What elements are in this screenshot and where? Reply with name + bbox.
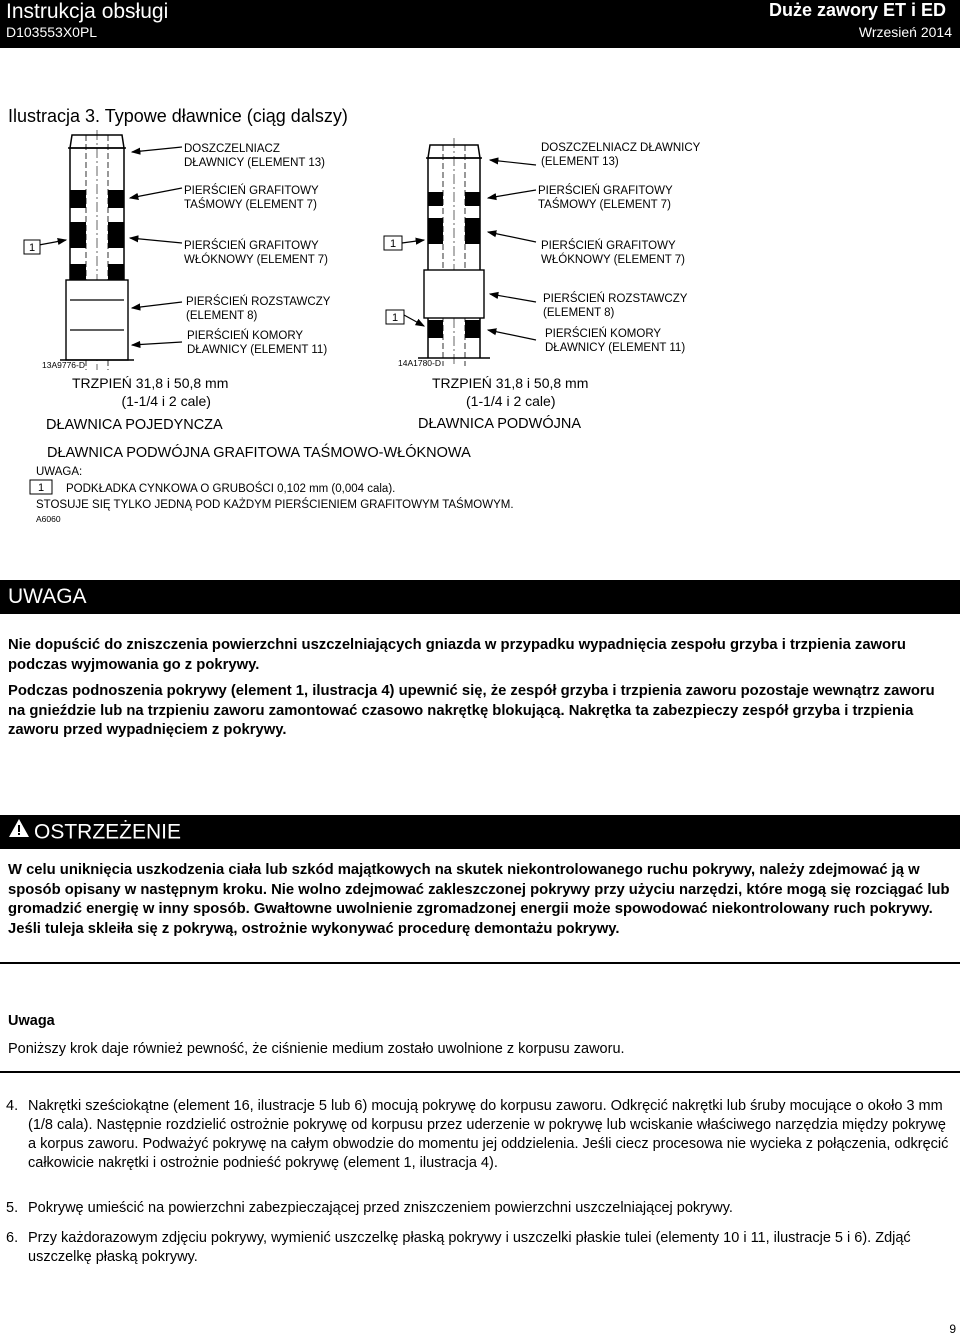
- right-caption: DŁAWNICA PODWÓJNA: [418, 416, 582, 432]
- document-code: D103553X0PL: [6, 24, 98, 40]
- note-line2: STOSUJE SIĘ TYLKO JEDNĄ POD KAŻDYM PIERŚCIENIEM GRAFITOWYM TAŚMOWYM.: [36, 499, 514, 511]
- left-stem-line1: TRZPIEŃ 31,8 i 50,8 mm: [72, 375, 229, 391]
- left-label-adapter: [184, 142, 325, 170]
- left-drawing-ref: 13A9776-D: [42, 360, 86, 370]
- right-drawing-ref: 14A1780-D: [398, 358, 442, 368]
- note-marker-text: 1: [37, 482, 45, 494]
- right-label-filament: [541, 239, 685, 267]
- double-packing-drawing: [402, 138, 536, 366]
- warning-title: OSTRZEŻENIE: [34, 820, 182, 844]
- page-number: 9: [949, 1322, 956, 1335]
- step-4: [6, 1097, 956, 1173]
- right-label-ribbon-line1: PIERŚCIEŃ GRAFITOWY: [538, 185, 673, 197]
- note-line1: PODKŁADKA CYNKOWA O GRUBOŚCI 0,102 mm (0,004 cala).: [66, 483, 396, 495]
- page-header: [0, 0, 960, 48]
- step-number: 4.: [6, 1098, 19, 1114]
- warning-paragraph: W celu uniknięcia uszkodzenia ciała lub szkód majątkowych na skutek niekontrolowanego ruchu pokrywy, należy zdejmować ją w sposób opisany w następnym kroku. Nie wolno zdejmować zakleszczonej pokrywy przy użyciu narzędzi, które mogą się rozciągać lub gromadzić energię w inny sposób. Gwałtowne uwolnienie zgromadzonej energii może spowodować niekontrolowany ruch pokrywy. Jeśli tuleja skleiła się z pokrywą, ostrożnie wykonywać procedurę demontażu pokrywy.: [8, 862, 950, 937]
- note-bottom-rule: [0, 1071, 960, 1073]
- right-label-adapter: [541, 141, 700, 169]
- right-label-adapter-line2: (ELEMENT 13): [541, 156, 619, 168]
- right-label-spacer-line2: (ELEMENT 8): [543, 307, 615, 319]
- right-label-adapter-line1: DOSZCZELNIACZ DŁAWNICY: [541, 142, 701, 154]
- right-label-box-ring-line2: DŁAWNICY (ELEMENT 11): [545, 342, 686, 354]
- warning-banner: [0, 815, 960, 849]
- figure-title: Ilustracja 3. Typowe dławnice (ciąg dalszy): [8, 106, 348, 126]
- right-label-filament-line2: WŁÓKNOWY (ELEMENT 7): [541, 254, 685, 266]
- single-packing-drawing: [28, 130, 182, 370]
- left-stem-line2: (1-1/4 i 2 cale): [121, 393, 211, 409]
- product-name: Duże zawory ET i ED: [768, 0, 946, 20]
- caution-paragraph-1: Nie dopuścić do zniszczenia powierzchni uszczelniających gniazda w przypadku wypadnięcia zespołu grzyba i trzpienia zaworu podczas wyjmowania go z pokrywy.: [8, 637, 906, 673]
- figure-reference: A6060: [36, 514, 61, 524]
- left-label-filament-line2: WŁÓKNOWY (ELEMENT 7): [184, 254, 328, 266]
- right-stem-label: [432, 374, 588, 410]
- figure-subtitle: DŁAWNICA PODWÓJNA GRAFITOWA TAŚMOWO-WŁÓKNOWA: [47, 445, 471, 461]
- right-label-box-ring: [545, 327, 685, 355]
- step-number: 5.: [6, 1200, 19, 1216]
- warning-triangle-icon: [8, 815, 30, 849]
- left-label-spacer-line2: (ELEMENT 8): [186, 310, 258, 322]
- right-stem-line1: TRZPIEŃ 31,8 i 50,8 mm: [432, 375, 589, 391]
- right-label-filament-line1: PIERŚCIEŃ GRAFITOWY: [541, 240, 676, 252]
- step-text: Pokrywę umieścić na powierzchni zabezpieczającej przed zniszczeniem powierzchni uszczelniającej pokrywy.: [28, 1200, 733, 1216]
- left-label-adapter-line1: DOSZCZELNIACZ: [184, 143, 280, 155]
- right-marker-text-2: 1: [391, 312, 399, 324]
- manual-title: Instrukcja obsługi: [6, 0, 169, 23]
- left-label-box-ring: [187, 329, 327, 357]
- publication-date: Wrzesień 2014: [858, 24, 952, 40]
- left-label-ribbon: [184, 184, 319, 212]
- left-marker-text: 1: [28, 242, 36, 254]
- note-label: UWAGA:: [36, 466, 83, 478]
- packing-drawing: [0, 130, 960, 530]
- right-label-ribbon: [538, 184, 673, 212]
- right-label-spacer: [543, 292, 687, 320]
- left-label-filament: [184, 239, 328, 267]
- left-label-ribbon-line1: PIERŚCIEŃ GRAFITOWY: [184, 185, 319, 197]
- step-text: Nakrętki sześciokątne (element 16, ilustracje 5 lub 6) mocują pokrywę do korpusu zaworu. Odkręcić nakrętki lub śruby mocujące o około 3 mm (1/8 cala). Następnie rozdzielić ostrożnie pokrywę od korpusu przez uderzenie w pokrywę lub wciskanie właściwego narzędzia między pokrywę a korpus zaworu. Podważyć pokrywę na całym obwodzie do momentu jej oddzielenia. Jeśli ciecz procesowa nie wycieka z połączenia, odkręcić całkowicie nakrętki i ostrożnie podnieść pokrywę (element 1, ilustracja 4).: [28, 1098, 949, 1171]
- left-caption: DŁAWNICA POJEDYNCZA: [46, 417, 223, 433]
- caution-paragraph-2: Podczas podnoszenia pokrywy (element 1, ilustracja 4) upewnić się, że zespół grzyba i trzpienia zaworu pozostaje wewnątrz zaworu na gnieździe lub na trzpieniu zaworu zamontować czasowo nakrętkę blokującą. Nakrętka ta zabezpieczy zespół grzyba i trzpienia zaworu przed wypadnięciem z pokrywy.: [8, 683, 935, 738]
- note-title: Uwaga: [8, 1013, 55, 1029]
- left-label-spacer: [186, 295, 330, 323]
- left-label-adapter-line2: DŁAWNICY (ELEMENT 13): [184, 157, 326, 169]
- note-text: Poniższy krok daje również pewność, że ciśnienie medium zostało uwolnione z korpusu zaworu.: [8, 1041, 625, 1057]
- left-label-spacer-line1: PIERŚCIEŃ ROZSTAWCZY: [186, 296, 331, 308]
- step-5: [6, 1199, 956, 1218]
- left-stem-label: [72, 374, 228, 410]
- left-label-ribbon-line2: TAŚMOWY (ELEMENT 7): [184, 199, 317, 211]
- step-text: Przy każdorazowym zdjęciu pokrywy, wymienić uszczelkę płaską pokrywy i uszczelki płaskie tulei (elementy 10 i 11, ilustracje 5 i 6). Zdjąć uszczelkę płaską pokrywy.: [28, 1230, 911, 1265]
- left-label-filament-line1: PIERŚCIEŃ GRAFITOWY: [184, 240, 319, 252]
- right-label-box-ring-line1: PIERŚCIEŃ KOMORY: [545, 328, 662, 340]
- warning-bottom-rule: [0, 962, 960, 964]
- step-number: 6.: [6, 1230, 19, 1246]
- left-label-box-ring-line2: DŁAWNICY (ELEMENT 11): [187, 344, 328, 356]
- right-label-spacer-line1: PIERŚCIEŃ ROZSTAWCZY: [543, 293, 688, 305]
- caution-title: UWAGA: [8, 585, 87, 608]
- step-6: [6, 1229, 956, 1267]
- right-marker-text-1: 1: [389, 238, 397, 250]
- right-stem-line2: (1-1/4 i 2 cale): [466, 393, 556, 409]
- packing-figure: [0, 130, 960, 530]
- left-label-box-ring-line1: PIERŚCIEŃ KOMORY: [187, 330, 304, 342]
- right-label-ribbon-line2: TAŚMOWY (ELEMENT 7): [538, 199, 671, 211]
- caution-banner: [0, 580, 960, 614]
